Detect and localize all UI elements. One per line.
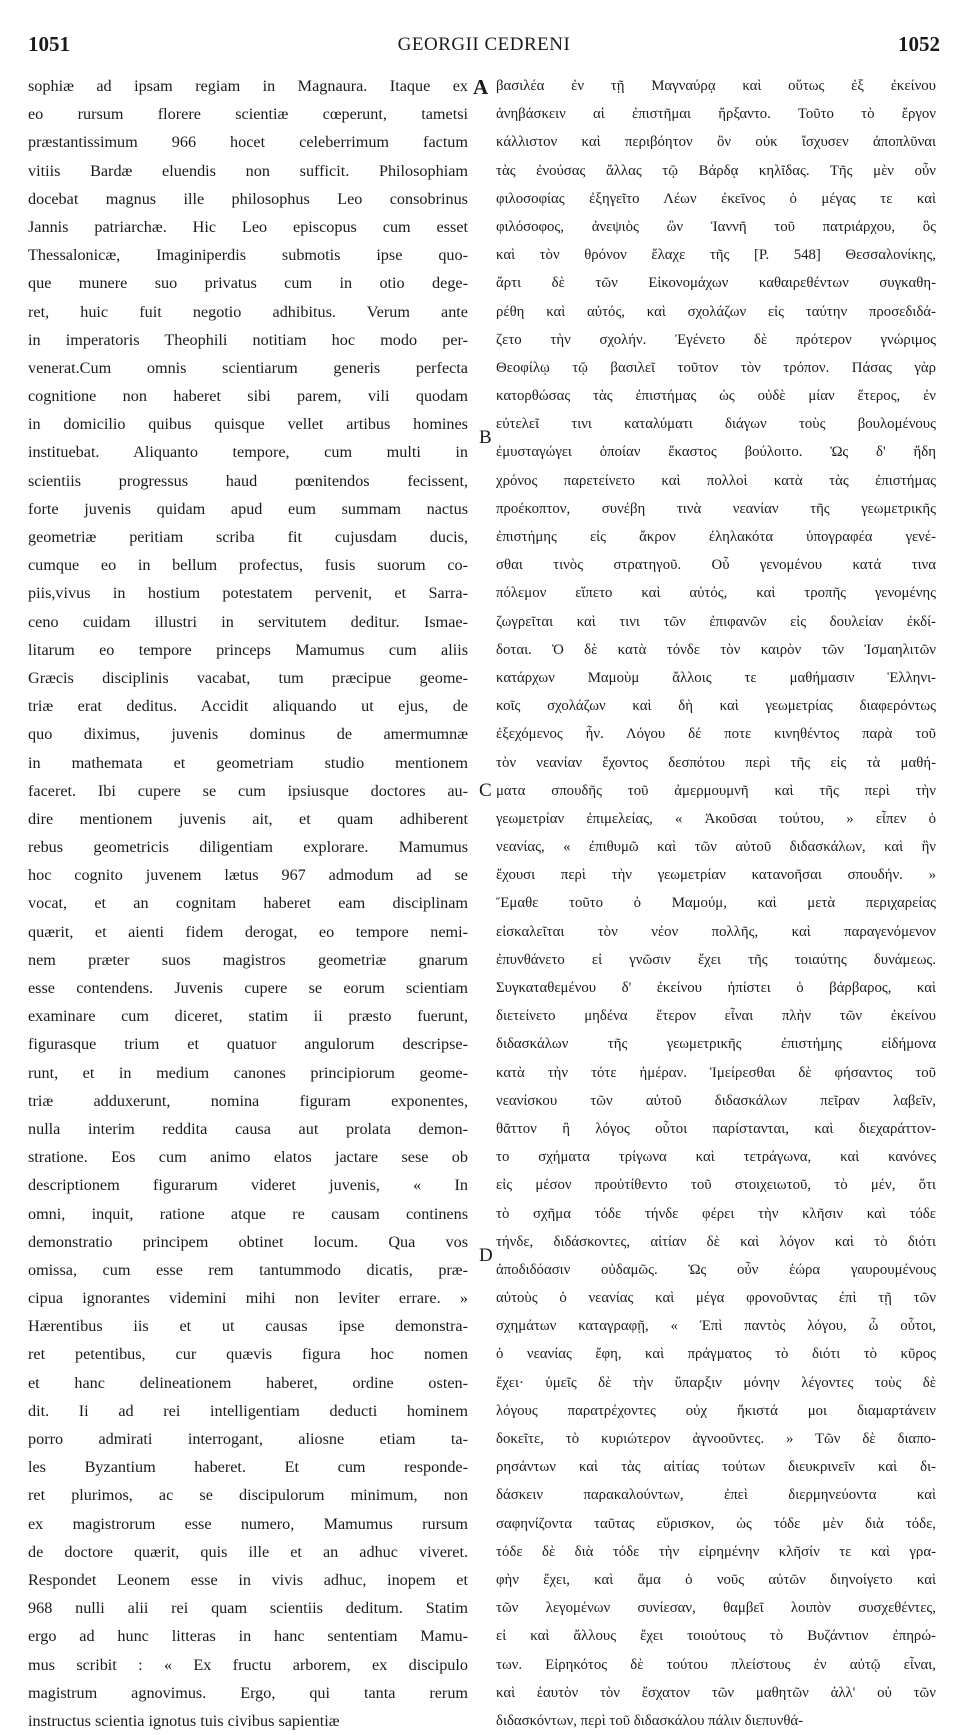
latin-text-line: in imperatoris Theophili notitiam hoc modo per- <box>28 330 468 349</box>
greek-text-line: ἐπυνθάνετο εἰ γνῶσιν ἔχει τῆς τοιαύτης δυνάμεως. <box>496 951 936 968</box>
latin-column <box>28 72 468 1735</box>
greek-text-line: σχημάτων καταγραφῇ, « Ἐπὶ παντὸς λόγου, ὦ οὗτοι, <box>496 1318 936 1335</box>
latin-text-line: dit. Ii ad rei intelligentiam deducti hominem <box>28 1401 468 1420</box>
greek-text-line: τόδε δὲ διὰ τόδε τὴν εἰρημένην κλῆσίν τε καὶ γρα- <box>496 1543 936 1560</box>
latin-text-line: ret, huic fuit negotio adhibitus. Verum ante <box>28 302 468 321</box>
latin-text-line: instituebat. Aliquanto tempore, cum multi in <box>28 443 468 462</box>
greek-text-line: τὸ σχῆμα τόδε τήνδε φέρει τὴν κλῆσιν καὶ τόδε <box>496 1205 936 1222</box>
greek-text-line: σαφηνίζοντα ταῦτας εὕρισκον, ὡς τόδε μὲν διὰ τόδε, <box>496 1515 936 1532</box>
latin-text-line: eo rursum florere scientiæ cœperunt, tametsi <box>28 105 468 124</box>
latin-text-line: descriptionem figurarum videret juvenis, « In <box>28 1176 468 1195</box>
latin-text-line: faceret. Ibi cupere se cum ipsiusque doctores au- <box>28 781 468 800</box>
latin-text-line: quo diximus, juvenis dominus de amermumnæ <box>28 725 468 744</box>
greek-text-line: χρόνος παρετείνετο καὶ πολλοὶ κατὰ τὰς ἐπιστήμας <box>496 472 936 489</box>
greek-text-line: εἰσκαλεῖται τὸν νέον πολλῆς, καὶ παραγενόμενον <box>496 923 936 940</box>
greek-text-line: εἰς μέσον προὐτίθεντο τοῦ στοιχειωτοῦ, τὸ μέν, ὅτι <box>496 1177 936 1194</box>
latin-text-line: litarum eo tempore princeps Mamumus cum aliis <box>28 640 468 659</box>
greek-text-line: δοται. Ὁ δὲ κατὰ τόνδε τὸν καιρὸν τῶν Ἰσμαηλιτῶν <box>496 641 936 658</box>
latin-text-line: ergo ad hunc litteras in hanc sententiam Mamu- <box>28 1627 468 1646</box>
latin-text-line: figurasque trium et quatuor angulorum descripse- <box>28 1035 468 1054</box>
latin-text-line: les Byzantium haberet. Et cum responde- <box>28 1458 468 1477</box>
greek-text-line: ζετο τὴν σχολήν. Ἐγένετο δὲ πρότερον γνώριμος <box>496 331 936 348</box>
greek-text-line: δοκεῖτε, τὸ κυριώτερον ἀγνοοῦντες. » Τῶν δὲ διαπο- <box>496 1431 936 1447</box>
latin-text-line: et hanc delineationem haberet, ordine osten- <box>28 1373 468 1392</box>
greek-text-line: φιλοσοφίας ἐξηγεῖτο Λέων ἐκεῖνος ὁ μέγας τε καὶ <box>496 190 936 207</box>
latin-text-line: sophiæ ad ipsam regiam in Magnaura. Itaque ex <box>28 77 468 95</box>
greek-text-line: αὐτοὺς ὁ νεανίας καὶ μέγα φρονοῦντας ἐπὶ τῇ τῶν <box>496 1290 936 1307</box>
greek-text-line: το σχήματα τρίγωνα καὶ τετράγωνα, καὶ κανόνες <box>496 1149 936 1166</box>
greek-text-line: Θεοφίλῳ τῷ βασιλεῖ τοῦτον τὸν τρόπον. Πάσας γὰρ <box>496 359 936 376</box>
latin-text-line: runt, et in medium canones principiorum geome- <box>28 1063 468 1082</box>
latin-text-line: cognitione non haberet sibi parem, vili quodam <box>28 387 468 406</box>
latin-text-line: præstantissimum 966 hocet celeberrimum factum <box>28 133 468 152</box>
greek-text-line: ἐξεχόμενος ἦν. Λόγου δέ ποτε κινηθέντος παρὰ τοῦ <box>496 726 936 743</box>
latin-text-line: in mathemata et geometriam studio mentionem <box>28 753 468 772</box>
latin-text-line: de doctore quærit, quis ille et an adhuc viveret. <box>28 1542 468 1561</box>
greek-text-line: ἐπιστήμης εἰς ἄκρον ἐληλακότα ὑπογραφέα γενέ- <box>496 529 936 545</box>
latin-text-line: que munere suo privatus cum in otio dege- <box>28 274 468 293</box>
greek-text-line: διδασκάλων τῆς γεωμετρικῆς ἐπιστήμης εἰδήμονα <box>496 1036 936 1053</box>
greek-text-line: φιλόσοφος, ἀνεψιὸς ὢν Ἰαννῆ τοῦ πατριάρχου, ὃς <box>496 218 936 235</box>
latin-text-line: magistrum agnovimus. Ergo, qui tanta rerum <box>28 1683 468 1702</box>
greek-text-line: κατὰ τὴν τότε ἡμέραν. Ἱμείρεσθαι δὲ φήσαντος τοῦ <box>496 1064 936 1081</box>
greek-text-line: θᾶττον ἢ λόγος οὗτοι παρίστανται, καὶ διεχαράττον- <box>496 1120 936 1137</box>
latin-text-line: ex magistrorum esse numero, Mamumus rursum <box>28 1514 468 1533</box>
greek-column <box>496 72 936 1735</box>
latin-text-line: in domicilio quibus quisque vellet artibus homines <box>28 415 468 434</box>
latin-text-line: piis,vivus in hostium potestatem pervenit, et Sarra- <box>28 584 468 603</box>
greek-text-line: διετείνετο μηδένα ἕτερον εἶναι πλὴν τῶν ἐκείνου <box>496 1008 936 1025</box>
latin-text-line: nem præter suos magistros geometriæ gnarum <box>28 950 468 969</box>
greek-text-line: εἰ καὶ ἄλλους ἔχει τοιούτους τὸ Βυζάντιον ἐπηρώ- <box>496 1628 936 1645</box>
latin-text-line: vitiis Bardæ eluendis non sufficit. Philosophiam <box>28 161 468 180</box>
greek-text-line: κοῖς σχολάζων καὶ δὴ καὶ γεωμετρίας διαφερόντως <box>496 698 936 715</box>
latin-text-line: hoc cognito juvenem lætus 967 admodum ad se <box>28 866 468 885</box>
greek-text-line: ρέθη καὶ αὐτός, καὶ σχολάζων εἰς ταύτην προσεδιδά- <box>496 303 936 320</box>
greek-text-line: Ἔμαθε τοῦτο ὁ Μαμούμ, καὶ μετὰ περιχαρείας <box>496 895 936 912</box>
latin-text-line: omissa, cum esse rem tantummodo dicatis, præ- <box>28 1260 468 1279</box>
latin-text-line: Jannis patriarchæ. Hic Leo episcopus cum esset <box>28 217 468 236</box>
greek-text-line: ρησάντων καὶ τὰς αἰτίας τούτων διευκρινεῖν καὶ δι- <box>496 1459 936 1476</box>
latin-text-line: 968 nulli alii rei quam scientiis deditum. Statim <box>28 1599 468 1618</box>
latin-text-line: ret petentibus, cur quævis figura hoc nomen <box>28 1345 468 1364</box>
latin-text-line: ceno cuidam illustri in servitutem deditur. Ismae- <box>28 612 468 631</box>
latin-text-line: nulla interim reddita causa aut prolata demon- <box>28 1119 468 1138</box>
greek-text-line: σθαι τινὸς στρατηγοῦ. Οὗ γενομένου κατά τινα <box>496 557 936 574</box>
page-number-right: 1052 <box>898 32 940 56</box>
greek-text-line: τὰς ἐνούσας ἄλλας τῷ Βάρδᾳ κηλῖδας. Τῆς μὲν οὖν <box>496 162 936 179</box>
page-number-left: 1051 <box>28 32 70 56</box>
margin-marker-d: D <box>479 1245 493 1266</box>
latin-text-line: stratione. Eos cum animo elatos jactare sese ob <box>28 1148 468 1167</box>
greek-text-line: ἀποδιδόασιν οὐδαμῶς. Ὡς οὖν ἑώρα γαυρουμένους <box>496 1261 936 1278</box>
greek-text-line: καὶ ἑαυτὸν τὸν ἔσχατον τῶν μαθητῶν ἀλλ' οὐ τῶν <box>496 1684 936 1701</box>
greek-text-line: ζωγρεῖται καὶ τινι τῶν ἐπιφανῶν εἰς δουλείαν ἐκδί- <box>496 613 936 630</box>
latin-text-line: vocat, et an cognitam haberet eam disciplinam <box>28 894 468 913</box>
latin-text-line: porro admirati interrogant, aliosne etiam ta- <box>28 1430 468 1448</box>
latin-text-line: omni, inquit, ratione atque re causam continens <box>28 1204 468 1223</box>
latin-text-line: Græcis disciplinis vacabat, tum præcipue geome- <box>28 668 468 687</box>
greek-text-line: τήνδε, διδάσκοντες, αἰτίαν δὲ καὶ λόγον καὶ τὸ διότι <box>496 1233 936 1250</box>
greek-text-line: κάλλιστον καὶ περιβόητον ὂν οὐκ ἴσχυσεν ἀποπλῦναι <box>496 134 936 151</box>
greek-text-line: δάσκειν παρακαλούντων, ἐπεὶ διερμηνεύοντα καὶ <box>496 1487 936 1504</box>
greek-text-line: ματα σπουδῆς τοῦ ἀμερμουμνῆ καὶ τῆς περὶ τὴν <box>496 782 936 799</box>
greek-text-line: νεανίσκου τῶν αὐτοῦ διδασκάλων πεῖραν λαβεῖν, <box>496 1092 936 1109</box>
latin-text-line: rebus geometricis diligentiam explorare. Mamumus <box>28 838 468 857</box>
latin-text-line: geometriæ peritiam scriba fit cujusdam ducis, <box>28 528 468 546</box>
latin-text-line: examinare cum diceret, statim ii præsto fuerunt, <box>28 1007 468 1026</box>
greek-text-line: προέκοπτον, συνέβη τινὰ νεανίαν τῆς γεωμετρικῆς <box>496 500 936 517</box>
greek-text-line: ὁ νεανίας ἔφη, καὶ πράγματος τὸ διότι τὸ κῦρος <box>496 1346 936 1363</box>
latin-text-line: esse contendens. Juvenis cupere se eorum scientiam <box>28 979 468 997</box>
latin-text-line: quærit, et aienti fidem derogat, eo tempore nemi- <box>28 922 468 941</box>
latin-text-line: demonstratio principem obtinet locum. Qua vos <box>28 1232 468 1251</box>
greek-text-line: γεωμετρίαν ἐπιμελείας, « Ἀκοῦσαι τούτου, » εἶπεν ὁ <box>496 810 936 827</box>
greek-text-line: εὐτελεῖ τινι καταλύματι διάγων τοὺς βουλομένους <box>496 416 936 433</box>
latin-text-line: instructus scientia ignotus tuis civibus sapientiæ <box>28 1711 340 1730</box>
greek-text-line: βασιλέα ἐν τῇ Μαγναύρᾳ καὶ οὕτως ἐξ ἐκείνου <box>496 78 936 94</box>
latin-text-line: Thessalonicæ, Imaginiperdis submotis ipse quo- <box>28 246 468 265</box>
latin-text-line: venerat.Cum omnis scientiarum generis perfecta <box>28 358 468 377</box>
latin-text-line: Hærentibus iis et ut causas ipse demonstra- <box>28 1317 468 1336</box>
greek-text-line: νεανίας, « ἐπιθυμῶ καὶ τῶν αὐτοῦ διδασκάλων, καὶ ἣν <box>496 839 936 856</box>
latin-text-line: Respondet Leonem esse in vivis adhuc, inopem et <box>28 1570 468 1589</box>
latin-text-line: triæ adduxerunt, nomina figuram exponentes, <box>28 1091 468 1110</box>
margin-marker-b: B <box>479 427 492 448</box>
running-title: GEORGII CEDRENI <box>397 34 571 55</box>
greek-text-line: ἄρτι δὲ τῶν Εἰκονομάχων καθαιρεθέντων συγκαθη- <box>496 275 936 292</box>
greek-text-line: κατάρχων Μαμοὺμ ἄλλοις τε μαθήμασιν Ἑλληνι- <box>496 669 936 686</box>
greek-text-line: καὶ τὸν θρόνον ἔλαχε τῆς [P. 548] Θεσσαλονίκης, <box>496 247 936 264</box>
greek-text-line: λόγους παρατρέχοντες οὐχ ἥκιστά μοι διαμαρτάνειν <box>496 1402 936 1419</box>
latin-text-line: docebat magnus ille philosophus Leo consobrinus <box>28 189 468 208</box>
latin-text-line: cipua ignorantes videmini mihi non leviter errare. » <box>28 1289 468 1308</box>
greek-text-line: ἔχουσι περὶ τὴν γεωμετρίαν κατανοῆσαι σπουδήν. » <box>496 867 936 884</box>
latin-text-line: scientiis progressus haud pœnitendos fecissent, <box>28 471 468 490</box>
margin-marker-c: C <box>479 780 492 801</box>
latin-text-line: ret plurimos, ac se discipulorum minimum, non <box>28 1486 468 1505</box>
greek-text-line: τῶν λεγομένων συνίεσαν, θαμβεῖ λοιπὸν συσχεθέντες, <box>496 1600 936 1617</box>
page-header <box>28 32 940 62</box>
greek-text-line: ἐμυσταγώγει ὁποίαν ἕκαστος βούλοιτο. Ὡς δ' ἤδη <box>496 444 936 461</box>
greek-text-line: τὸν νεανίαν ἔχοντος δεσπότου περὶ τῆς εἰς τὰ μαθή- <box>496 754 936 771</box>
greek-text-line: πόλεμον εἵπετο καὶ αὐτός, καὶ τροπῆς γενομένης <box>496 585 936 602</box>
latin-text-line: triæ erat deditus. Accidit aliquando ut ejus, de <box>28 697 468 716</box>
greek-text-line: κατορθώσας τὰς ἐπιστήμας ὡς οὐδὲ μίαν ἕτερος, ἐν <box>496 388 936 405</box>
greek-text-line: ἀνηβάσκειν αἱ ἐπιστῆμαι ἤρξαντο. Τοῦτο τὸ ἔργον <box>496 106 936 123</box>
latin-text-line: dire mentionem juvenis ait, et quam adhiberent <box>28 809 468 828</box>
latin-text-line: forte juvenis quidam apud eum summam nactus <box>28 499 468 518</box>
greek-text-line: διδασκόντων, περὶ τοῦ διδασκάλου πάλιν διεπυνθά- <box>496 1712 804 1729</box>
greek-text-line: των. Εἰρηκότος δὲ τούτου πλείστους ἐν αὐτῷ εἶναι, <box>496 1656 936 1673</box>
latin-text-line: mus scribit : « Ex fructu arborem, ex discipulo <box>28 1655 468 1674</box>
latin-text-line: cumque eo in bellum profectus, fusis suorum co- <box>28 556 468 575</box>
greek-text-line: φὴν ἔχει, καὶ ἅμα ὁ νοῦς αὐτῶν διηνοίγετο καὶ <box>496 1571 936 1588</box>
greek-text-line: Συγκαταθεμένου δ' ἐκείνου ἠπίστει ὁ βάρβαρος, καὶ <box>496 980 936 996</box>
greek-text-line: ἔχει· ὑμεῖς δὲ τὴν ὕπαρξιν μόνην λέγοντες τοὺς δὲ <box>496 1374 936 1391</box>
margin-marker-a: A <box>473 75 489 99</box>
